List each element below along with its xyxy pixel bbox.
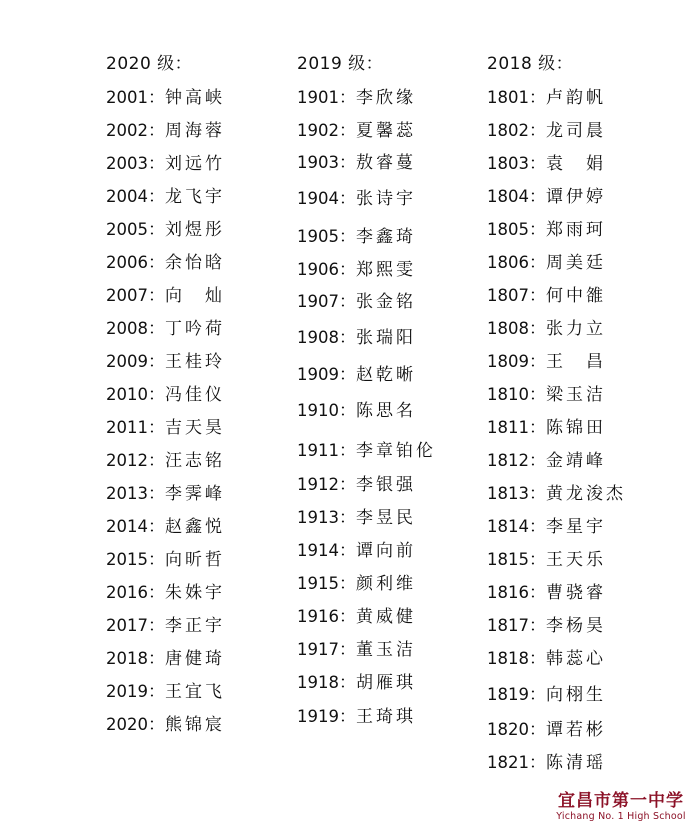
student-entry bbox=[297, 540, 416, 562]
student-number: 2001 bbox=[106, 88, 148, 107]
student-entry bbox=[297, 188, 416, 210]
separator-colon: ： bbox=[339, 88, 356, 108]
student-number: 2013 bbox=[106, 484, 148, 503]
student-name: 何中雒 bbox=[546, 286, 606, 306]
separator-colon: ： bbox=[529, 286, 546, 306]
student-entry bbox=[487, 684, 606, 706]
student-number: 1813 bbox=[487, 484, 529, 503]
student-number: 2014 bbox=[106, 517, 148, 536]
student-name: 周海蓉 bbox=[165, 121, 225, 141]
student-entry bbox=[487, 719, 606, 741]
student-number: 1819 bbox=[487, 685, 529, 704]
student-entry bbox=[297, 606, 416, 628]
student-entry bbox=[487, 516, 606, 538]
separator-colon: ： bbox=[529, 550, 546, 570]
student-entry bbox=[297, 507, 416, 529]
separator-colon: ： bbox=[529, 616, 546, 636]
column-title: 2020 级： bbox=[106, 54, 193, 74]
student-entry bbox=[297, 706, 416, 728]
student-name: 谭伊婷 bbox=[546, 187, 606, 207]
student-number: 1913 bbox=[297, 508, 339, 527]
student-number: 1904 bbox=[297, 189, 339, 208]
separator-colon: ： bbox=[339, 189, 356, 209]
student-entry bbox=[487, 120, 606, 142]
separator-colon: ： bbox=[148, 682, 165, 702]
student-entry bbox=[106, 384, 225, 406]
student-number: 1912 bbox=[297, 475, 339, 494]
student-name: 谭向前 bbox=[356, 541, 416, 561]
separator-colon: ： bbox=[529, 484, 546, 504]
separator-colon: ： bbox=[339, 475, 356, 495]
student-entry bbox=[487, 417, 606, 439]
student-number: 1818 bbox=[487, 649, 529, 668]
student-entry bbox=[106, 714, 225, 736]
student-number: 1903 bbox=[297, 153, 339, 172]
separator-colon: ： bbox=[148, 319, 165, 339]
separator-colon: ： bbox=[529, 517, 546, 537]
student-name: 余怡晗 bbox=[165, 253, 225, 273]
separator-colon: ： bbox=[529, 187, 546, 207]
student-name: 李银强 bbox=[356, 475, 416, 495]
separator-colon: ： bbox=[529, 720, 546, 740]
student-number: 1916 bbox=[297, 607, 339, 626]
student-name: 向栩生 bbox=[546, 685, 606, 705]
student-number: 2007 bbox=[106, 286, 148, 305]
student-name: 陈清瑶 bbox=[546, 753, 606, 773]
student-entry bbox=[297, 639, 416, 661]
student-number: 2019 bbox=[106, 682, 148, 701]
student-name: 赵鑫悦 bbox=[165, 517, 225, 537]
student-name: 郑雨珂 bbox=[546, 220, 606, 240]
student-number: 1908 bbox=[297, 328, 339, 347]
student-entry bbox=[297, 440, 436, 462]
student-number: 1816 bbox=[487, 583, 529, 602]
student-entry bbox=[106, 87, 225, 109]
student-number: 1812 bbox=[487, 451, 529, 470]
student-entry bbox=[297, 364, 416, 386]
student-entry bbox=[106, 450, 225, 472]
student-number: 1917 bbox=[297, 640, 339, 659]
student-name: 金靖峰 bbox=[546, 451, 606, 471]
student-name: 张诗宇 bbox=[356, 189, 416, 209]
student-number: 2009 bbox=[106, 352, 148, 371]
student-entry bbox=[297, 226, 416, 248]
student-number: 1807 bbox=[487, 286, 529, 305]
separator-colon: ： bbox=[529, 319, 546, 339]
separator-colon: ： bbox=[529, 385, 546, 405]
student-number: 1919 bbox=[297, 707, 339, 726]
separator-colon: ： bbox=[339, 541, 356, 561]
student-name: 王天乐 bbox=[546, 550, 606, 570]
student-name: 龙飞宇 bbox=[165, 187, 225, 207]
student-entry bbox=[297, 573, 416, 595]
student-name: 吉天昊 bbox=[165, 418, 225, 438]
separator-colon: ： bbox=[148, 616, 165, 636]
student-entry bbox=[297, 87, 416, 109]
separator-colon: ： bbox=[339, 673, 356, 693]
student-name: 李正宇 bbox=[165, 616, 225, 636]
student-entry bbox=[297, 259, 416, 281]
school-name-en: Yichang No. 1 High School bbox=[556, 811, 686, 822]
student-number: 1808 bbox=[487, 319, 529, 338]
student-name: 李星宇 bbox=[546, 517, 606, 537]
separator-colon: ： bbox=[339, 121, 356, 141]
student-entry bbox=[297, 672, 416, 694]
separator-colon: ： bbox=[529, 451, 546, 471]
student-entry bbox=[106, 219, 225, 241]
student-number: 2004 bbox=[106, 187, 148, 206]
student-name: 陈思名 bbox=[356, 401, 416, 421]
separator-colon: ： bbox=[339, 260, 356, 280]
student-name: 丁吟荷 bbox=[165, 319, 225, 339]
student-number: 1918 bbox=[297, 673, 339, 692]
student-name: 冯佳仪 bbox=[165, 385, 225, 405]
student-name: 董玉洁 bbox=[356, 640, 416, 660]
student-number: 1811 bbox=[487, 418, 529, 437]
student-name: 王 昌 bbox=[546, 352, 606, 372]
student-entry bbox=[487, 483, 626, 505]
separator-colon: ： bbox=[339, 153, 356, 173]
student-entry bbox=[487, 549, 606, 571]
separator-colon: ： bbox=[339, 441, 356, 461]
student-name: 钟高峡 bbox=[165, 88, 225, 108]
separator-colon: ： bbox=[148, 352, 165, 372]
student-name: 向 灿 bbox=[165, 286, 225, 306]
student-name: 刘煜彤 bbox=[165, 220, 225, 240]
student-name: 张瑞阳 bbox=[356, 328, 416, 348]
student-entry bbox=[297, 400, 416, 422]
student-name: 谭若彬 bbox=[546, 720, 606, 740]
student-name: 熊锦宸 bbox=[165, 715, 225, 735]
student-number: 2020 bbox=[106, 715, 148, 734]
student-entry bbox=[487, 285, 606, 307]
student-name: 周美廷 bbox=[546, 253, 606, 273]
student-entry bbox=[106, 285, 225, 307]
student-name: 王桂玲 bbox=[165, 352, 225, 372]
student-name: 李欣缘 bbox=[356, 88, 416, 108]
student-entry bbox=[106, 516, 225, 538]
separator-colon: ： bbox=[339, 401, 356, 421]
student-number: 2010 bbox=[106, 385, 148, 404]
separator-colon: ： bbox=[148, 550, 165, 570]
student-entry bbox=[106, 615, 225, 637]
separator-colon: ： bbox=[529, 88, 546, 108]
student-number: 2011 bbox=[106, 418, 148, 437]
separator-colon: ： bbox=[339, 328, 356, 348]
column-2020 bbox=[106, 52, 225, 735]
student-name: 唐健琦 bbox=[165, 649, 225, 669]
column-2019 bbox=[297, 52, 436, 727]
separator-colon: ： bbox=[148, 187, 165, 207]
student-entry bbox=[106, 153, 225, 175]
student-entry bbox=[487, 450, 606, 472]
student-number: 1820 bbox=[487, 720, 529, 739]
student-number: 2003 bbox=[106, 154, 148, 173]
student-number: 1901 bbox=[297, 88, 339, 107]
student-number: 1802 bbox=[487, 121, 529, 140]
separator-colon: ： bbox=[148, 583, 165, 603]
student-number: 1905 bbox=[297, 227, 339, 246]
student-name: 黄龙浚杰 bbox=[546, 484, 626, 504]
student-name: 李鑫琦 bbox=[356, 227, 416, 247]
student-entry bbox=[106, 681, 225, 703]
student-name: 黄威健 bbox=[356, 607, 416, 627]
student-entry bbox=[106, 417, 225, 439]
student-name: 龙司晨 bbox=[546, 121, 606, 141]
student-number: 1803 bbox=[487, 154, 529, 173]
student-number: 1914 bbox=[297, 541, 339, 560]
separator-colon: ： bbox=[339, 574, 356, 594]
separator-colon: ： bbox=[529, 121, 546, 141]
separator-colon: ： bbox=[339, 292, 356, 312]
student-name: 郑熙雯 bbox=[356, 260, 416, 280]
separator-colon: ： bbox=[529, 649, 546, 669]
column-title: 2019 级： bbox=[297, 54, 384, 74]
student-number: 2015 bbox=[106, 550, 148, 569]
student-name: 朱姝宇 bbox=[165, 583, 225, 603]
separator-colon: ： bbox=[148, 649, 165, 669]
student-name: 刘远竹 bbox=[165, 154, 225, 174]
student-number: 1810 bbox=[487, 385, 529, 404]
separator-colon: ： bbox=[148, 517, 165, 537]
student-entry bbox=[487, 153, 606, 175]
student-entry bbox=[106, 120, 225, 142]
student-number: 1805 bbox=[487, 220, 529, 239]
student-name: 颜利维 bbox=[356, 574, 416, 594]
student-entry bbox=[487, 252, 606, 274]
separator-colon: ： bbox=[529, 220, 546, 240]
separator-colon: ： bbox=[529, 418, 546, 438]
student-number: 2018 bbox=[106, 649, 148, 668]
separator-colon: ： bbox=[339, 607, 356, 627]
student-entry bbox=[487, 582, 606, 604]
student-entry bbox=[487, 318, 606, 340]
student-name: 曹骁睿 bbox=[546, 583, 606, 603]
student-number: 1815 bbox=[487, 550, 529, 569]
separator-colon: ： bbox=[339, 365, 356, 385]
separator-colon: ： bbox=[529, 583, 546, 603]
student-number: 2016 bbox=[106, 583, 148, 602]
student-number: 1806 bbox=[487, 253, 529, 272]
school-name-cn: 宜昌市第一中学 bbox=[558, 791, 684, 811]
separator-colon: ： bbox=[148, 484, 165, 504]
student-number: 2017 bbox=[106, 616, 148, 635]
student-name: 陈锦田 bbox=[546, 418, 606, 438]
student-name: 张力立 bbox=[546, 319, 606, 339]
student-name: 袁 娟 bbox=[546, 154, 606, 174]
separator-colon: ： bbox=[529, 753, 546, 773]
student-entry bbox=[106, 549, 225, 571]
student-number: 1907 bbox=[297, 292, 339, 311]
student-number: 1911 bbox=[297, 441, 339, 460]
student-entry bbox=[487, 384, 606, 406]
separator-colon: ： bbox=[339, 707, 356, 727]
student-name: 李霁峰 bbox=[165, 484, 225, 504]
student-number: 1804 bbox=[487, 187, 529, 206]
student-entry bbox=[297, 474, 416, 496]
student-entry bbox=[106, 186, 225, 208]
student-entry bbox=[487, 87, 606, 109]
separator-colon: ： bbox=[148, 385, 165, 405]
separator-colon: ： bbox=[148, 220, 165, 240]
student-entry bbox=[106, 483, 225, 505]
separator-colon: ： bbox=[148, 418, 165, 438]
school-watermark bbox=[546, 791, 696, 822]
separator-colon: ： bbox=[148, 121, 165, 141]
separator-colon: ： bbox=[339, 508, 356, 528]
student-entry bbox=[297, 327, 416, 349]
student-name: 胡雁琪 bbox=[356, 673, 416, 693]
student-number: 1902 bbox=[297, 121, 339, 140]
student-number: 2008 bbox=[106, 319, 148, 338]
student-entry bbox=[297, 152, 416, 174]
student-number: 1915 bbox=[297, 574, 339, 593]
separator-colon: ： bbox=[529, 253, 546, 273]
student-number: 1821 bbox=[487, 753, 529, 772]
student-entry bbox=[297, 291, 416, 313]
student-name: 王琦琪 bbox=[356, 707, 416, 727]
student-number: 1909 bbox=[297, 365, 339, 384]
student-entry bbox=[106, 582, 225, 604]
student-entry bbox=[297, 120, 416, 142]
student-name: 赵乾晰 bbox=[356, 365, 416, 385]
separator-colon: ： bbox=[529, 154, 546, 174]
student-name: 敖睿蔓 bbox=[356, 153, 416, 173]
student-name: 王宜飞 bbox=[165, 682, 225, 702]
student-entry bbox=[487, 351, 606, 373]
student-entry bbox=[106, 318, 225, 340]
separator-colon: ： bbox=[339, 640, 356, 660]
separator-colon: ： bbox=[339, 227, 356, 247]
student-entry bbox=[487, 219, 606, 241]
student-number: 1814 bbox=[487, 517, 529, 536]
student-entry bbox=[487, 648, 606, 670]
student-name: 汪志铭 bbox=[165, 451, 225, 471]
separator-colon: ： bbox=[529, 352, 546, 372]
student-number: 1906 bbox=[297, 260, 339, 279]
student-number: 2012 bbox=[106, 451, 148, 470]
student-name: 韩蕊心 bbox=[546, 649, 606, 669]
separator-colon: ： bbox=[148, 154, 165, 174]
student-name: 李杨昊 bbox=[546, 616, 606, 636]
student-number: 2005 bbox=[106, 220, 148, 239]
student-name: 向昕哲 bbox=[165, 550, 225, 570]
separator-colon: ： bbox=[148, 88, 165, 108]
student-number: 2006 bbox=[106, 253, 148, 272]
student-name: 卢韵帆 bbox=[546, 88, 606, 108]
student-number: 1809 bbox=[487, 352, 529, 371]
student-name: 梁玉洁 bbox=[546, 385, 606, 405]
student-entry bbox=[106, 648, 225, 670]
student-name: 夏馨蕊 bbox=[356, 121, 416, 141]
student-entry bbox=[487, 615, 606, 637]
student-name: 李昱民 bbox=[356, 508, 416, 528]
student-number: 1801 bbox=[487, 88, 529, 107]
column-2018 bbox=[487, 52, 626, 773]
separator-colon: ： bbox=[148, 451, 165, 471]
column-title: 2018 级： bbox=[487, 54, 574, 74]
student-number: 2002 bbox=[106, 121, 148, 140]
student-number: 1910 bbox=[297, 401, 339, 420]
student-entry bbox=[106, 252, 225, 274]
separator-colon: ： bbox=[529, 685, 546, 705]
student-name: 张金铭 bbox=[356, 292, 416, 312]
student-number: 1817 bbox=[487, 616, 529, 635]
student-entry bbox=[487, 186, 606, 208]
separator-colon: ： bbox=[148, 253, 165, 273]
separator-colon: ： bbox=[148, 715, 165, 735]
student-name: 李章铂伦 bbox=[356, 441, 436, 461]
student-entry bbox=[106, 351, 225, 373]
separator-colon: ： bbox=[148, 286, 165, 306]
student-entry bbox=[487, 752, 606, 774]
